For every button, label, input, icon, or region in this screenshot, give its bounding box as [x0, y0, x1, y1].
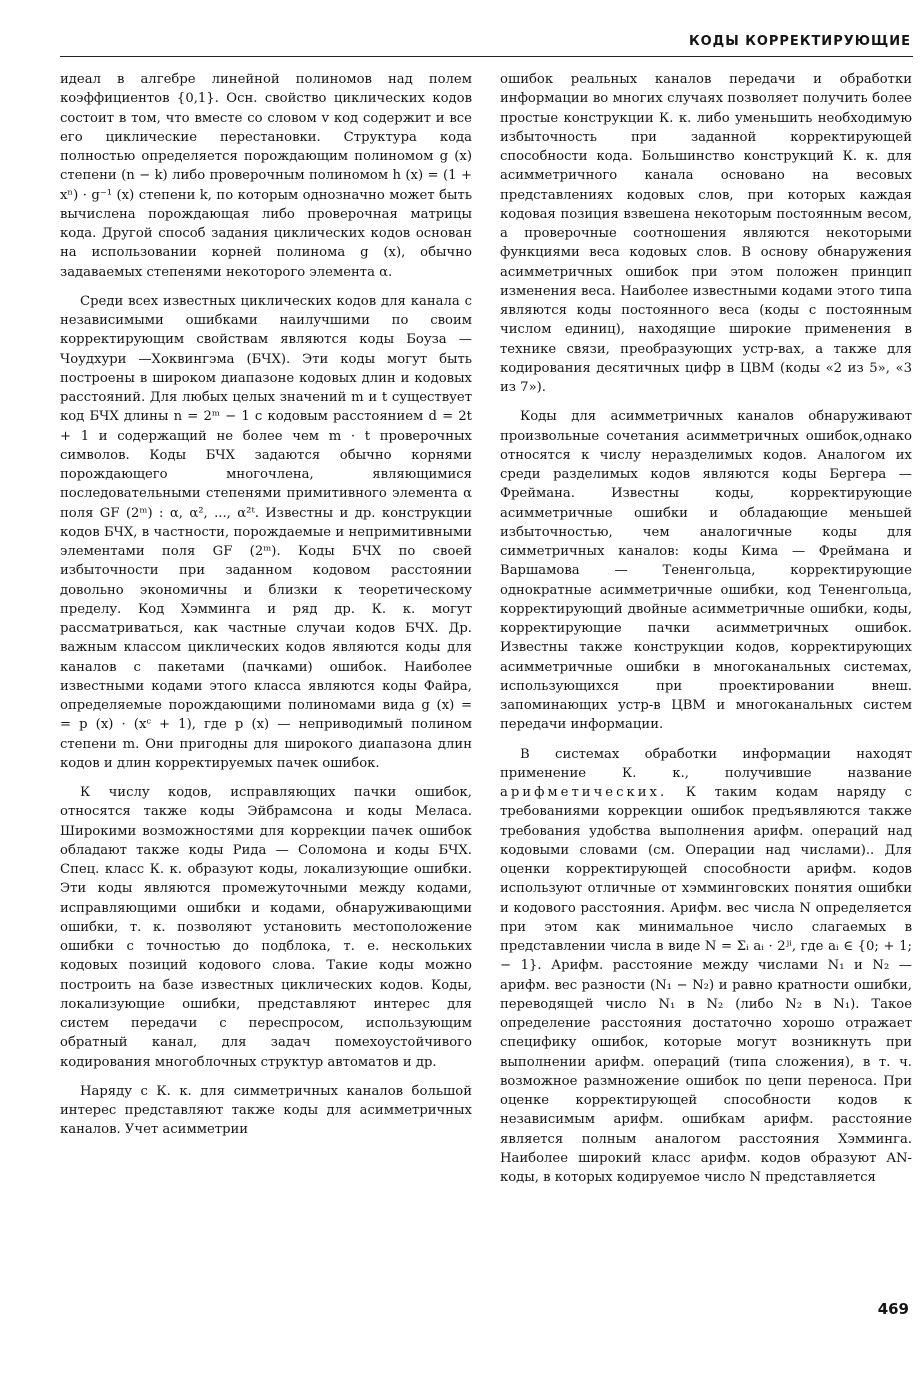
header-rule — [60, 56, 913, 57]
paragraph: ошибок реальных каналов передачи и обработки информации во многих случаях позволяет получить более простые конструкции К. к. либо уменьшить необходимую избыточность при заданной корректирующей способности кода. Большинство конструкций К. к. для асимметричного канала основано на весовых представлениях кодовых слов, при которых каждая кодовая позиция взвешена некоторым постоянным весом, а проверочные соотношения являются некоторыми функциями веса кодовых слов. В основу обнаружения асимметричных ошибок при этом положен принцип изменения веса. Наиболее известными кодами этого типа являются коды постоянного веса (коды с постоянным числом единиц), находящие широкие применения в технике связи, преобразующих устр-вах, а также для кодирования десятичных цифр в ЦВМ (коды «2 из 5», «3 из 7»). — [500, 72, 912, 395]
page-number: 469 — [877, 1300, 909, 1318]
paragraph: Наряду с К. к. для симметричных каналов большой интерес представляют также коды для асимметричных каналов. Учет асимметрии — [60, 1083, 472, 1138]
paragraph — [500, 745, 912, 1188]
paragraph: идеал в алгебре линейной полиномов над полем коэффициентов {0,1}. Осн. свойство циклических кодов состоит в том, что вместе со словом v код содержит и все его циклические перестановки. Структура кода полностью определяется порождающим полиномом g (x) степени (n − k) либо проверочным полиномом h (x) = (1 + xⁿ) · g⁻¹ (x) степени k, по которым однозначно может быть вычислена порождающая либо проверочная матрицы кода. Другой способ задания циклических кодов основан на использовании корней полинома g (x), обычно задаваемых степенями некоторого элемента α. — [60, 72, 472, 280]
paragraph: К числу кодов, исправляющих пачки ошибок, относятся также коды Эйбрамсона и коды Меласа. Широкими возможностями для коррекции пачек ошибок обладают также коды Рида — Соломона и коды БЧХ. Спец. класс К. к. образуют коды, локализующие ошибки. Эти коды являются промежуточными между кодами, исправляющими ошибки и кодами, обнаруживающими ошибки, т. к. позволяют установить местоположение ошибки с точностью до подблока, т. е. нескольких кодовых позиций кодового слова. Такие коды можно построить на базе известных циклических кодов. Коды, локализующие ошибки, представляют интерес для систем передачи с переспросом, использующим обратный канал, для задач помехоустойчивого кодирования многоблочных структур автоматов и др. — [60, 785, 472, 1070]
spaced-term: арифметических. — [500, 785, 668, 800]
paragraph-text: В системах обработки информации находят применение К. к., получившие название — [500, 746, 912, 781]
running-header: КОДЫ КОРРЕКТИРУЮЩИЕ — [688, 34, 911, 49]
left-column — [60, 70, 472, 1150]
paragraph: Среди всех известных циклических кодов для канала с независимыми ошибками наилучшими по своим корректирующим свойствам являются коды Боуза — Чоудхури —Хоквингэма (БЧХ). Эти коды могут быть построены в широком диапазоне кодовых длин и кодовых расстояний. Для любых целых значений m и t существует код БЧХ длины n = 2ᵐ − 1 с кодовым расстоянием d = 2t + 1 и содержащий не более чем m · t проверочных символов. Коды БЧХ задаются обычно корнями порождающего многочлена, являющимися последовательными степенями примитивного элемента α поля GF (2ᵐ) : α, α², ..., α²ᵗ. Известны и др. конструкции кодов БЧХ, в частности, порождаемые и непримитивными элементами поля GF (2ᵐ). Коды БЧХ по своей избыточности при заданном кодовом расстоянии довольно экономичны и близки к теоретическому пределу. Код Хэмминга и ряд др. К. к. могут рассматриваться, как частные случаи кодов БЧХ. Др. важным классом циклических кодов являются коды для каналов с пакетами (пачками) ошибок. Наиболее известными кодами этого класса являются коды Файра, определяемые порождающими полиномами вида g (x) = = p (x) · (xᶜ + 1), где p (x) — неприводимый полином степени m. Они пригодны для широкого диапазона длин кодов и длин корректируемых пачек ошибок. — [60, 293, 472, 771]
paragraph-text: К таким кодам наряду с требованиями коррекции ошибок предъявляются также требования удобства выполнения арифм. операций над кодовыми словами (см. Операции над числами).. Для оценки корректирующей способности арифм. кодов используют отличные от хэмминговских понятия ошибки и кодового расстояния. Арифм. вес числа N определяется при этом как минимальное число слагаемых в представлении числа в виде N = Σᵢ aᵢ · 2ʲⁱ, где aᵢ ∈ {0; + 1; − 1}. Арифм. расстояние между числами N₁ и N₂ — арифм. вес разности (N₁ − N₂) и равно кратности ошибки, переводящей число N₁ в N₂ (либо N₂ в N₁). Такое определение расстояния достаточно хорошо отражает специфику ошибок, которые могут возникнуть при выполнении арифм. операций (типа сложения), в т. ч. возможное размножение ошибок по цепи переноса. При оценке корректирующей способности кодов к независимым арифм. ошибкам арифм. расстояние является полным аналогом расстояния Хэмминга. Наиболее широкий класс арифм. кодов образуют AN-коды, в которых кодируемое число N представляется — [500, 785, 912, 1185]
paragraph: Коды для асимметричных каналов обнаруживают произвольные сочетания асимметричных ошибок,однако относятся к числу неразделимых кодов. Аналогом их среди разделимых кодов являются коды Бергера — Фреймана. Известны коды, корректирующие асимметричные ошибки и обладающие меньшей избыточностью, чем аналогичные коды для симметричных каналов: коды Кима — Фреймана и Варшамова — Тененгольца, корректирующие однократные асимметричные ошибки, код Тененгольца, корректирующий двойные асимметричные ошибки, коды, корректирующие пачки асимметричных ошибок. Известны также конструкции кодов, корректирующих асимметричные ошибки в многоканальных системах, использующихся при проектировании внеш. запоминающих устр-в ЦВМ и многоканальных систем передачи информации. — [500, 409, 912, 733]
right-column — [500, 70, 912, 1197]
